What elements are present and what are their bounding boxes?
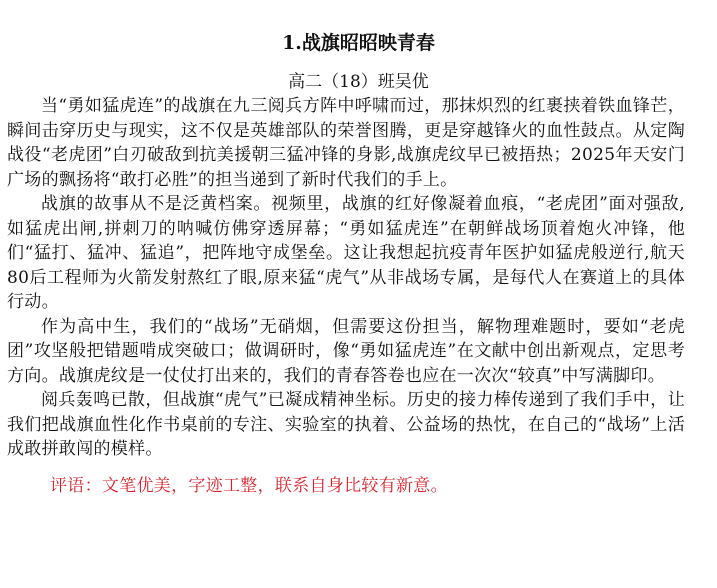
essay-author: 高二（18）班吴优 — [288, 72, 429, 92]
teacher-comment: 评语：文笔优美，字迹工整，联系自身比较有新意。 — [50, 475, 448, 496]
essay-paragraph-4: 阅兵轰鸣已散，但战旗“虎气”已凝成精神坐标。历史的接力棒传递到了我们手中，让我们把战旗血性化作书桌前的专注、实验室的执着、公益场的热忱，在自己的“战场”上活成敢拼敢闯的模样。 — [7, 390, 685, 459]
essay-title: 1.战旗昭昭映青春 — [282, 32, 435, 54]
essay-paragraph-3: 作为高中生，我们的“战场”无硝烟，但需要这份担当，解物理难题时，要如“老虎团”攻坚般把错题啃成突破口；做调研时，像“勇如猛虎连”在文献中创出新观点，定思考方向。战旗虎纹是一仗仗打出来的，我们的青春答卷也应在一次次“较真”中写满脚印。 — [7, 316, 685, 386]
essay-paragraph-2: 战旗的故事从不是泛黄档案。视频里，战旗的红好像凝着血痕，“老虎团”面对强敌,如猛虎出闸,拼刺刀的呐喊仿佛穿透屏幕；“勇如猛虎连”在朝鲜战场顶着炮火冲锋，他们“猛打、猛冲、猛追”，把阵地守成堡垒。这让我想起抗疫青年医护如猛虎般逆行,航天80后工程师为火箭发射熬红了眼,原来猛“虎气”从非战场专属，是每代人在赛道上的具体行动。 — [7, 194, 685, 312]
essay-body — [7, 94, 685, 462]
essay-paragraph-1: 当“勇如猛虎连”的战旗在九三阅兵方阵中呼啸而过，那抹炽烈的红裹挟着铁血锋芒，瞬间击穿历史与现实，这不仅是英雄部队的荣誉图腾，更是穿越锋火的血性鼓点。从定陶战役“老虎团”白刃破敌到抗美援朝三猛冲锋的身影,战旗虎纹早已被捂热；2025年天安门广场的飘扬将“敢打必胜”的担当递到了新时代我们的手上。 — [7, 96, 685, 190]
